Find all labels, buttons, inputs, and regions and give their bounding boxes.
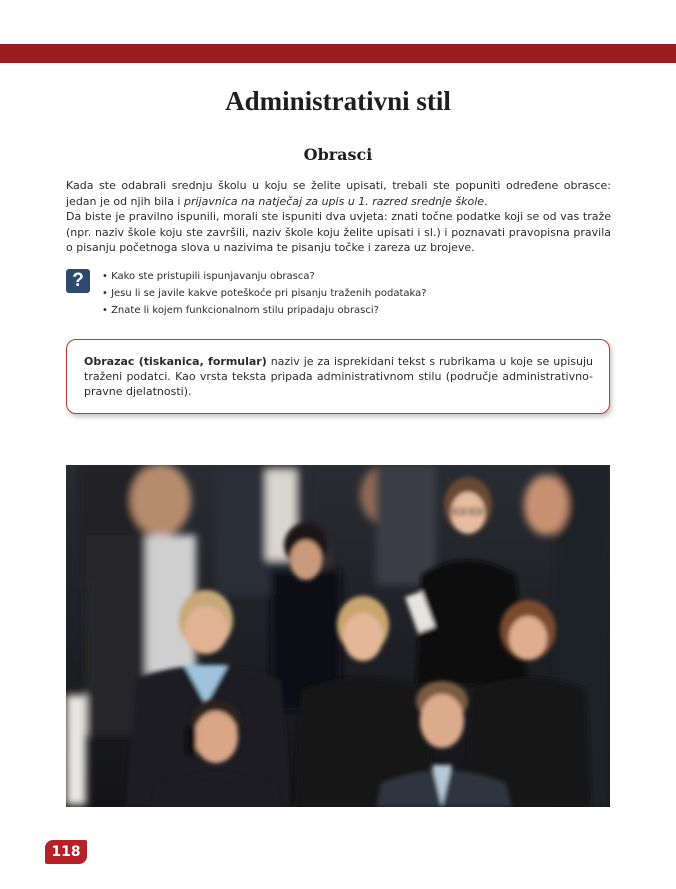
question-mark-icon: ? [66,269,90,293]
crowd-illustration [66,465,610,807]
definition-text: naziv je za isprekidani tekst s rubrikama u koje se upisuju traženi podatci. Kao vrsta teksta pripada administrativnom stilu (područje administrativno-pravne djelatnosti). [84,355,593,398]
question-item: • Kako ste pristupili ispunjavanju obrasca? [102,268,602,285]
header-bar [0,44,676,63]
intro-paragraph-2: Da biste je pravilno ispunili, morali ste ispuniti dva uvjeta: znati točne podatke koji se od vas traže (npr. naziv škole koju ste završili, naziv škole koju želite upisati i sl.) i poznavati pravopisna pravila o pisanju početnoga slova u nazivima te pisanju točke i zareza uz brojeve. [66,210,611,254]
section-title: Obrasci [303,145,373,164]
definition-box [66,339,610,414]
question-item: • Znate li kojem funkcionalnom stilu pripadaju obrasci? [102,302,602,319]
question-item: • Jesu li se javile kakve poteškoće pri pisanju traženih podataka? [102,285,602,302]
intro-p1-end: . [484,194,488,208]
definition-term: Obrazac (tiskanica, formular) [84,355,267,368]
intro-text [66,178,611,256]
intro-p1-start: Kada ste odabrali srednju školu u koju se želite upisati, trebali ste popuniti određene obrasce: jedan je od njih bila i [66,179,611,208]
question-list [102,268,602,319]
page-number-badge: 118 [45,840,87,864]
page-title: Administrativni stil [225,86,451,116]
intro-p1-italic: prijavnica na natječaj za upis u 1. razred srednje škole [183,194,485,208]
crowd-photo [66,465,610,807]
intro-paragraph-1 [66,178,611,209]
